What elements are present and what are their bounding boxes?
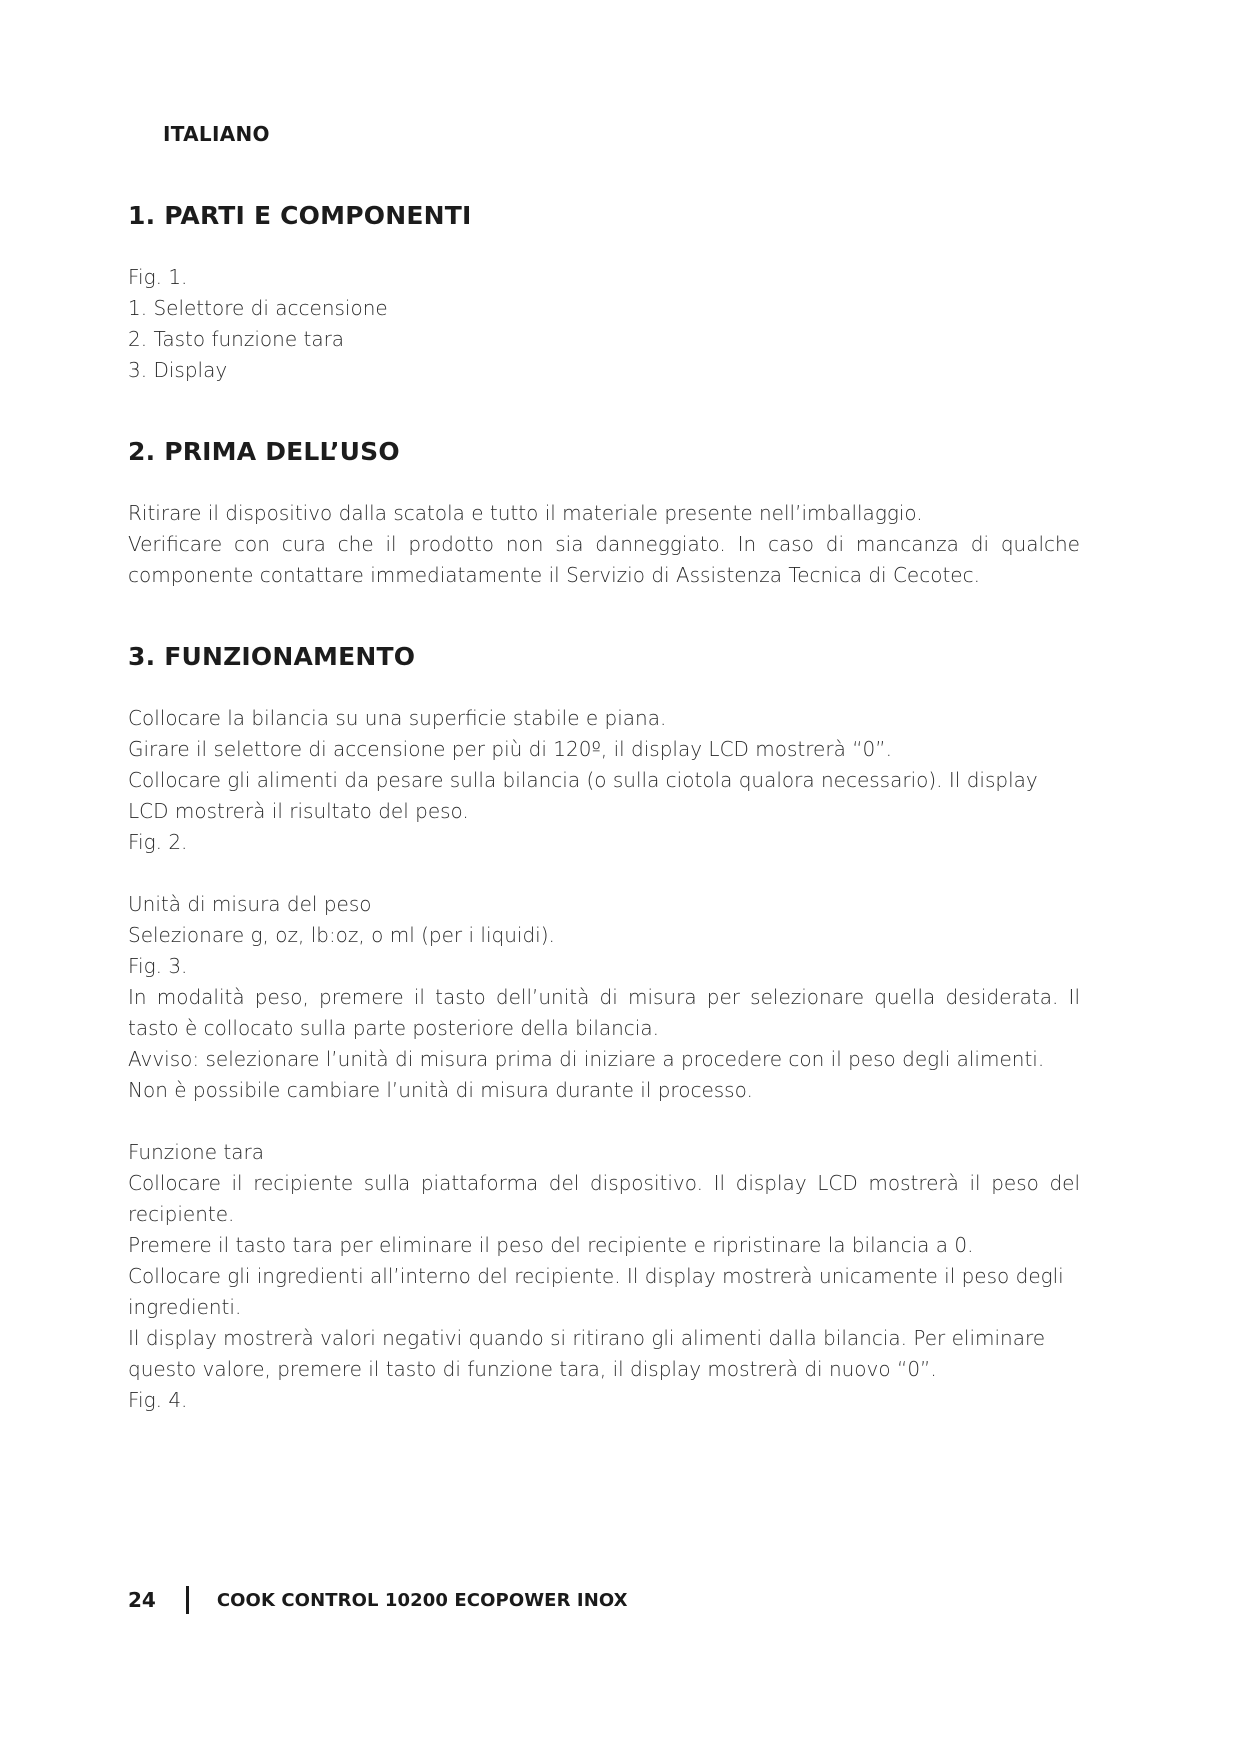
language-label: ITALIANO xyxy=(163,122,270,146)
paragraph: Fig. 4. xyxy=(128,1388,188,1412)
list-item: 2. Tasto funzione tara xyxy=(128,327,345,351)
footer-divider xyxy=(186,1586,189,1614)
units-block xyxy=(128,889,1080,1106)
list-item: 3. Display xyxy=(128,358,228,382)
section-title-parts: 1. PARTI E COMPONENTI xyxy=(128,201,472,230)
tare-block xyxy=(128,1137,1080,1416)
before-use-text xyxy=(128,498,1080,591)
product-name: COOK CONTROL 10200 ECOPOWER INOX xyxy=(216,1589,628,1611)
paragraph: Fig. 2. xyxy=(128,830,188,854)
operation-intro xyxy=(128,703,1080,858)
paragraph: Fig. 3. xyxy=(128,954,188,978)
subsection-title: Unità di misura del peso xyxy=(128,892,372,916)
paragraph: Ritirare il dispositivo dalla scatola e tutto il materiale presente nell’imballaggio. xyxy=(128,501,923,525)
paragraph: Premere il tasto tara per eliminare il peso del recipiente e ripristinare la bilancia a 0. xyxy=(128,1233,974,1257)
section-title-before-use: 2. PRIMA DELL’USO xyxy=(128,437,400,466)
section-title-operation: 3. FUNZIONAMENTO xyxy=(128,642,416,671)
list-item: Fig. 1. xyxy=(128,265,188,289)
parts-list xyxy=(128,262,1080,386)
paragraph: Verificare con cura che il prodotto non sia danneggiato. In caso di mancanza di qualche componente contattare immediatamente il Servizio di Assistenza Tecnica di Cecotec. xyxy=(128,532,1080,587)
paragraph: Selezionare g, oz, lb:oz, o ml (per i liquidi). xyxy=(128,923,555,947)
page-footer xyxy=(128,1586,628,1614)
paragraph: Collocare gli ingredienti all’interno del recipiente. Il display mostrerà unicamente il peso degli ingredienti. xyxy=(128,1264,1064,1319)
paragraph: In modalità peso, premere il tasto dell’unità di misura per selezionare quella desiderata. Il tasto è collocato sulla parte posteriore della bilancia. xyxy=(128,985,1080,1040)
page-number: 24 xyxy=(128,1588,156,1612)
paragraph: Il display mostrerà valori negativi quando si ritirano gli alimenti dalla bilancia. Per eliminare questo valore, premere il tasto di funzione tara, il display mostrerà di nuovo “0”. xyxy=(128,1326,1046,1381)
paragraph: Collocare la bilancia su una superficie stabile e piana. xyxy=(128,706,667,730)
document-body xyxy=(128,196,1080,1416)
subsection-title: Funzione tara xyxy=(128,1140,264,1164)
paragraph: Avviso: selezionare l’unità di misura prima di iniziare a procedere con il peso degli alimenti. xyxy=(128,1047,1045,1071)
paragraph: Girare il selettore di accensione per più di 120º, il display LCD mostrerà “0”. xyxy=(128,737,892,761)
list-item: 1. Selettore di accensione xyxy=(128,296,388,320)
paragraph: Collocare gli alimenti da pesare sulla bilancia (o sulla ciotola qualora necessario). Il display LCD mostrerà il risultato del peso. xyxy=(128,768,1038,823)
paragraph: Collocare il recipiente sulla piattaforma del dispositivo. Il display LCD mostrerà il peso del recipiente. xyxy=(128,1171,1080,1226)
paragraph: Non è possibile cambiare l’unità di misura durante il processo. xyxy=(128,1078,753,1102)
